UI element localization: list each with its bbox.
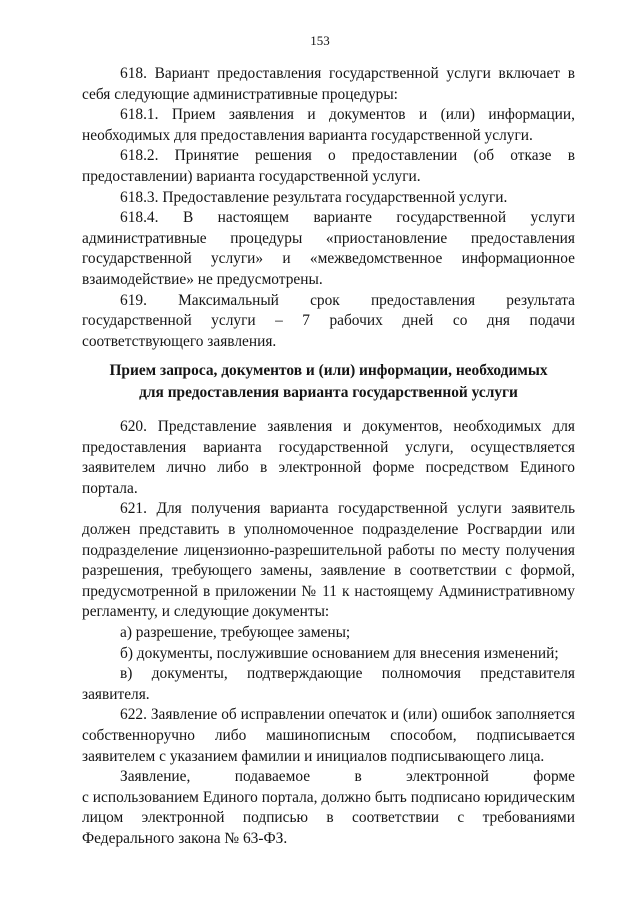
paragraph-closing-first-line: Заявление, подаваемое в электронной форме xyxy=(120,768,575,786)
section-procedures xyxy=(82,64,575,352)
heading-line-1: Прием запроса, документов и (или) информации, необходимых xyxy=(109,362,548,379)
paragraph-618-2: 618.2. Принятие решения о предоставлении (об отказе в предоставлении) варианта государственной услуги. xyxy=(82,147,575,185)
paragraph-618-4: 618.4. В настоящем варианте государственной услуги административные процедуры «приостановление предоставления государственной услуги» и «межведомственное информационное взаимодействие» не предусмотрены. xyxy=(82,209,575,288)
paragraph-closing-rest: с использованием Единого портала, должно быть подписано юридическим лицом электронной подписью в соответствии с требованиями Федерального закона № 63-ФЗ. xyxy=(82,788,575,847)
paragraph-619: 619. Максимальный срок предоставления результата государственной услуги – 7 рабочих дней со дня подачи соответствующего заявления. xyxy=(82,291,575,350)
paragraph-621: 621. Для получения варианта государственной услуги заявитель должен представить в уполномоченное подразделение Росгвардии или подразделение лицензионно-разрешительной работы по месту получения разрешения, требующего замены, заявление в соответствии с формой, предусмотренной в приложении № 11 к настоящему Административному регламенту, и следующие документы: xyxy=(82,500,575,621)
paragraph-618: 618. Вариант предоставления государственной услуги включает в себя следующие административные процедуры: xyxy=(82,65,575,103)
list-item-a: а) разрешение, требующее замены; xyxy=(120,623,351,641)
list-item-c: в) документы, подтверждающие полномочия представителя заявителя. xyxy=(82,665,575,703)
paragraph-618-1: 618.1. Прием заявления и документов и (или) информации, необходимых для предоставления варианта государственной услуги. xyxy=(82,106,575,144)
paragraph-618-3: 618.3. Предоставление результата государственной услуги. xyxy=(120,188,508,206)
section-heading xyxy=(82,360,575,404)
heading-line-2: для предоставления варианта государственной услуги xyxy=(139,384,518,401)
paragraph-622: 622. Заявление об исправлении опечаток и (или) ошибок заполняется собственноручно либо машинописным способом, подписывается заявителем с указанием фамилии и инициалов подписывающего лица. xyxy=(82,706,575,765)
list-item-b: б) документы, послужившие основанием для внесения изменений; xyxy=(120,644,559,662)
paragraph-620: 620. Представление заявления и документов, необходимых для предоставления варианта государственной услуги, осуществляется заявителем лично либо в электронной форме посредством Единого портала. xyxy=(82,418,575,497)
section-request xyxy=(82,417,575,849)
page-number: 153 xyxy=(310,33,330,48)
